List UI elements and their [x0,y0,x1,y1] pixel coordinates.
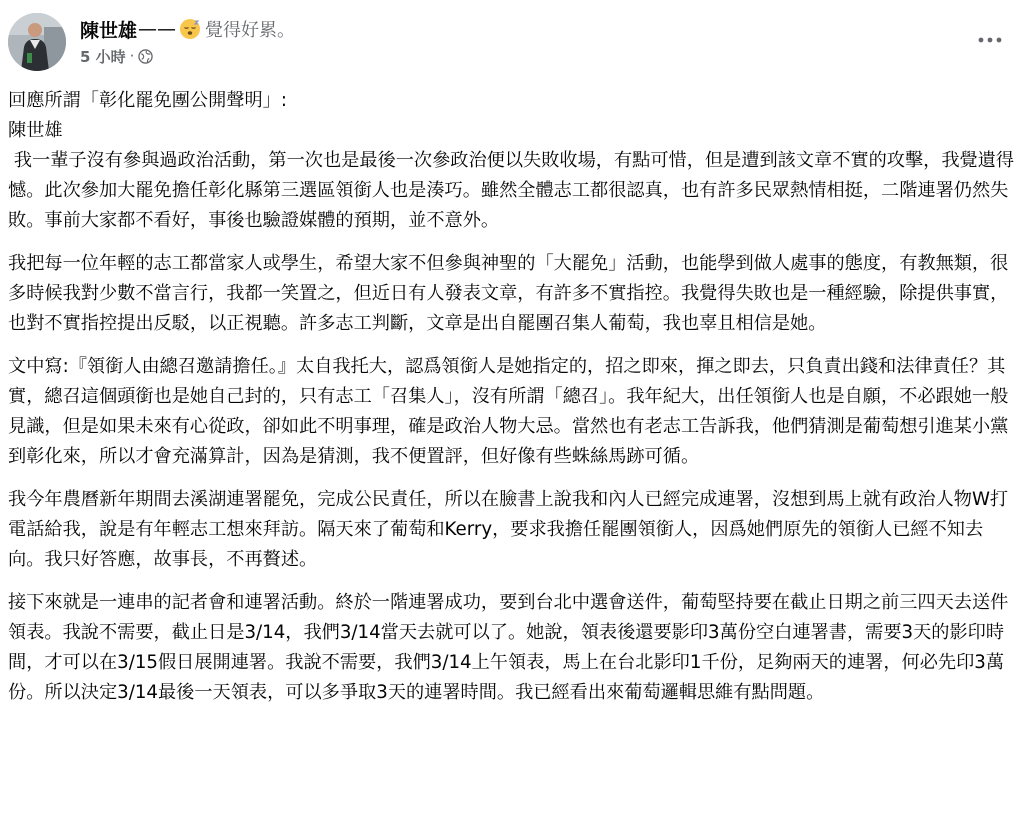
feeling-text: 覺得好累。 [205,20,296,41]
avatar-photo-icon [8,13,66,71]
post-body [8,86,1018,721]
post-header [8,13,1016,73]
globe-icon[interactable] [138,49,153,64]
more-options-button[interactable] [972,27,1008,53]
author-avatar[interactable] [8,13,66,71]
meta-separator: · [129,47,135,65]
post-paragraph: 回應所謂「彰化罷免團公開聲明」: [8,90,287,111]
post-paragraph: 陳世雄 [8,120,63,141]
more-options-icon [978,37,1002,43]
author-name[interactable]: 陳世雄 [80,19,138,42]
author-line [80,15,295,43]
post-paragraph: 我把每一位年輕的志工都當家人或學生，希望大家不但參與神聖的「大罷免」活動，也能學到做人處事的態度，有教無類，很多時候我對少數不當言行，我都一笑置之，但近日有人發表文章，有許多不實指控。我覺得失敗也是一種經驗，除提供事實，也對不實指控提出反駁，以正視聽。許多志工判斷，文章是出自罷團召集人葡萄，我也辜且相信是她。 [8,253,1009,334]
post-paragraph: 我一輩子沒有參與過政治活動，第一次也是最後一次參政治便以失敗收場，有點可惜，但是遭到該文章不實的攻擊，我覺遺得憾。此次參加大罷免擔任彰化縣第三選區領銜人也是湊巧。雖然全體志工都很認真，也有許多民眾熱情相挺，二階連署仍然失敗。事前大家都不看好，事後也驗證媒體的預期，並不意外。 [8,150,1015,231]
post-paragraph: 文中寫:『領銜人由總召邀請擔任。』太自我托大，認爲領銜人是她指定的，招之即來，揮之即去，只負責出錢和法律責任？其實，總召這個頭銜也是她自己封的，只有志工「召集人」，沒有所謂「總召」。我年紀大，出任領銜人也是自願，不必跟她一般見識，但是如果未來有心從政，卻如此不明事理，確是政治人物大忌。當然也有老志工告訴我，他們猜測是葡萄想引進某小黨到彰化來，所以才會充滿算計，因為是猜測，我不便置評，但好像有些蛛絲馬跡可循。 [8,356,1009,467]
post-paragraph: 我今年農曆新年期間去溪湖連署罷免，完成公民責任，所以在臉書上說我和內人已經完成連署，沒想到馬上就有政治人物W打電話給我，說是有年輕志工想來拜訪。隔天來了葡萄和Kerry，要求我擔任罷團領銜人，因爲她們原先的領銜人已經不知去向。我只好答應，故事長，不再贅述。 [8,489,1009,570]
sleepy-face-icon [179,18,201,40]
post-timestamp[interactable]: 5 小時 [80,47,126,66]
post-paragraph: 接下來就是一連串的記者會和連署活動。終於一階連署成功，要到台北中選會送件，葡萄堅持要在截止日期之前三四天去送件領表。我說不需要，截止日是3/14，我們3/14當天去就可以了。她說，領表後還要影印3萬份空白連署書，需要3天的影印時間，才可以在3/15假日展開連署。我說不需要，我們3/14上午領表，馬上在台北影印1千份，足夠兩天的連署，何必先印3萬份。所以決定3/14最後一天領表，可以多爭取3天的連署時間。我已經看出來葡萄邏輯思維有點問題。 [8,592,1009,703]
feeling-separator: —— [138,18,177,40]
post-meta [80,46,153,66]
